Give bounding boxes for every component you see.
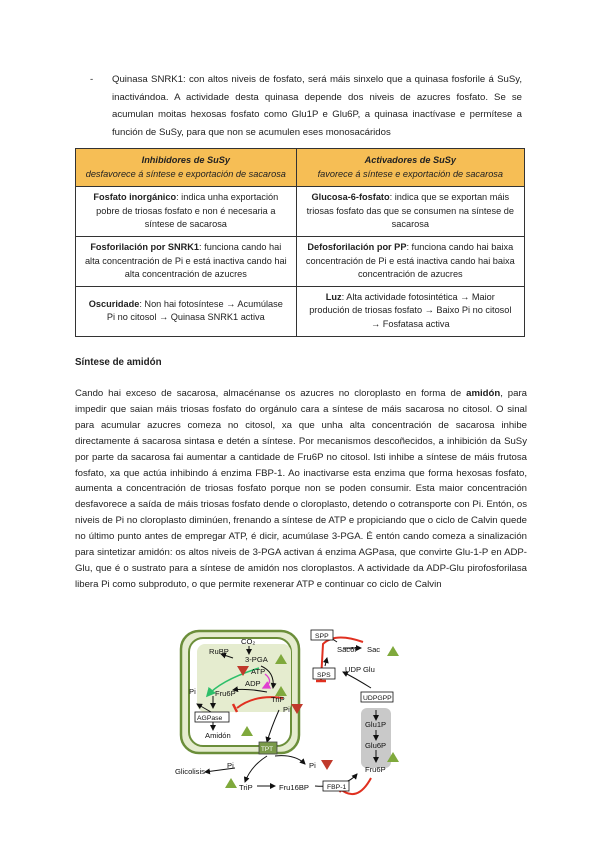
label-tpt: TPT xyxy=(261,746,274,753)
label-3pga: 3-PGA xyxy=(245,655,268,664)
bullet-dash: - xyxy=(90,74,94,85)
inhibitors-subtitle: desfavorece á síntese e exportación de sacarosa xyxy=(85,168,286,179)
label-glicolisis: Glicolisis xyxy=(175,767,205,776)
cell-bold: Oscuridade xyxy=(88,298,140,309)
label-udpglu: UDP Glu xyxy=(345,665,375,674)
cell-bold: Defosforilación por PP xyxy=(307,241,407,252)
label-fru6p-cytosol: Fru6P xyxy=(365,765,386,774)
label-rubp: RuBP xyxy=(209,647,229,656)
table-row xyxy=(76,187,525,237)
starch-paragraph xyxy=(75,386,527,593)
table-cell-inhibitor xyxy=(76,236,297,286)
susy-regulation-table xyxy=(75,148,525,337)
cell-text: : Alta actividade fotosintética → Maior produción de triosas fosfato → Baixo Pi no citosol → Fosfatasa activa xyxy=(309,291,512,329)
paragraph-bold: amidón xyxy=(466,388,501,399)
paragraph-text: , para impedir que saian máis triosas fosfato do orgánulo cara a síntese de máis sacarosa no citosol. O sinal para acumular azucres comeza no citosol, xa que unha alta concentración de sacarosa inhibe directamente á sacarosa sintasa e detén a síntese. Por mecanismos descoñecidos, a inhibición da SuSy por parte da sacarosa fai aumentar a cantidade de Fru6P no citosol. Isti inhibe a síntese de máis frutosa fosfato, xa que actúa inhibindo á enzima FBP-1. Ao inactivarse esta enzima que forma hexosas fosfato, aumenta a concentración de triosas fosfato porque non se poden consumir. Esta maior concentración desfavorece a saída de máis triosas fosfato dende o cloroplasto, detendo o cotransporte con Pi. Entón, os niveis de Pi no cloroplasto diminúen, frenando a síntese de ATP e propiciando que o ciclo de Calvin quede no último punto antes de empregar ATP, é dicir, acumúlase 3-PGA. É entón cando comeza a sinalización para sintetizar amidón: os altos niveis de 3-PGA activan á enzima AGPasa, que convirte Glu-1-P en ADP-Glu, que é o sustrato para a síntese de amidón nos cloroplastos. A actividade da ADP-Glu pirofosforilasa libera Pi como subproduto, o que permite rexenerar ATP e continuar co ciclo de Calvin xyxy=(75,388,527,590)
label-atp: ATP xyxy=(251,667,266,676)
table-cell-activator xyxy=(296,286,524,336)
label-pi-right: Pi xyxy=(283,705,290,714)
label-udpgpp: UDPGPP xyxy=(363,695,392,702)
table-row xyxy=(76,286,525,336)
table-cell-inhibitor xyxy=(76,286,297,336)
arrow xyxy=(343,672,371,688)
table-cell-inhibitor xyxy=(76,187,297,237)
paragraph-text: Cando hai exceso de sacarosa, almacénanse os azucres no cloroplasto en forma de xyxy=(75,388,467,399)
label-co2: CO₂ xyxy=(241,637,256,646)
activators-header xyxy=(296,149,524,187)
cell-bold: Fosfato inorgánico xyxy=(93,192,177,203)
label-amidon: Amidón xyxy=(205,731,231,740)
increase-triangle xyxy=(387,646,399,656)
activators-title: Activadores de SuSy xyxy=(364,155,457,165)
activators-subtitle: favorece á síntese e exportación de sacarosa xyxy=(317,168,504,179)
cell-text: : funciona cando hai baixa concentración de Pi e está inactiva cando hai baixa concentración de azucres xyxy=(305,241,515,280)
label-trip-chloroplast: TriP xyxy=(271,695,285,704)
label-spp: SPP xyxy=(315,633,329,640)
label-fru16bp: Fru16BP xyxy=(279,783,309,792)
label-sac: Sac xyxy=(367,645,381,654)
label-sps: SPS xyxy=(317,672,331,679)
label-pi-mid: Pi xyxy=(227,761,234,770)
arrow xyxy=(245,756,267,782)
cell-text: : indica unha exportación pobre de triosas fosfato e non é necesaria a síntese de sacarosa xyxy=(96,192,279,230)
label-glu6p: Glu6P xyxy=(365,741,387,750)
label-agpase: AGPase xyxy=(197,715,223,722)
inhibitors-title: Inhibidores de SuSy xyxy=(141,155,230,165)
cell-bold: Glucosa-6-fosfato xyxy=(311,192,390,203)
inhibitors-header xyxy=(76,149,297,187)
decrease-triangle xyxy=(321,760,333,770)
bullet-snrk1 xyxy=(92,71,522,141)
label-adp: ADP xyxy=(245,679,261,688)
cell-bold: Fosforilación por SNRK1 xyxy=(90,241,200,252)
increase-triangle xyxy=(225,778,237,788)
label-pi: Pi xyxy=(189,687,196,696)
section-heading: Síntese de amidón xyxy=(75,357,162,368)
cell-text: : Non hai fotosíntese → Acumúlase Pi no citosol → Quinasa SNRK1 activa xyxy=(106,298,283,323)
cell-bold: Luz xyxy=(325,291,342,302)
label-trip-cytosol: TriP xyxy=(239,783,253,792)
cell-text: : funciona cando hai alta concentración de Pi e está inactiva cando hai alta concentración de azucres xyxy=(84,241,287,280)
table-cell-activator xyxy=(296,187,524,237)
cell-text: : indica que se exportan máis triosas fosfato das que se consumen na síntese de sacarosa xyxy=(306,192,514,230)
label-fru6p-chloroplast: Fru6P xyxy=(215,689,236,698)
label-glu1p: Glu1P xyxy=(365,720,387,729)
arrow xyxy=(325,658,327,666)
label-sac6p: Sac6P xyxy=(337,645,360,654)
table-header-row xyxy=(76,149,525,187)
label-fbp1: FBP-1 xyxy=(327,784,347,791)
table-row xyxy=(76,236,525,286)
bullet-text: Quinasa SNRK1: con altos niveis de fosfato, será máis sinxelo que a quinasa fosforile á SuSy, inactivándoa. A actividade desta quinasa depende dos niveis de azucres fosfato. Se se acumulan moitas hexosas fosfato como Glu1P e Glu6P, a quinasa inactívase e permítese a función de SuSy, para que non se acumulen eses monosacáridos xyxy=(112,74,522,138)
label-pi-cytosol: Pi xyxy=(309,761,316,770)
metabolic-diagram xyxy=(175,628,425,803)
arrow xyxy=(275,756,305,764)
table-cell-activator xyxy=(296,236,524,286)
